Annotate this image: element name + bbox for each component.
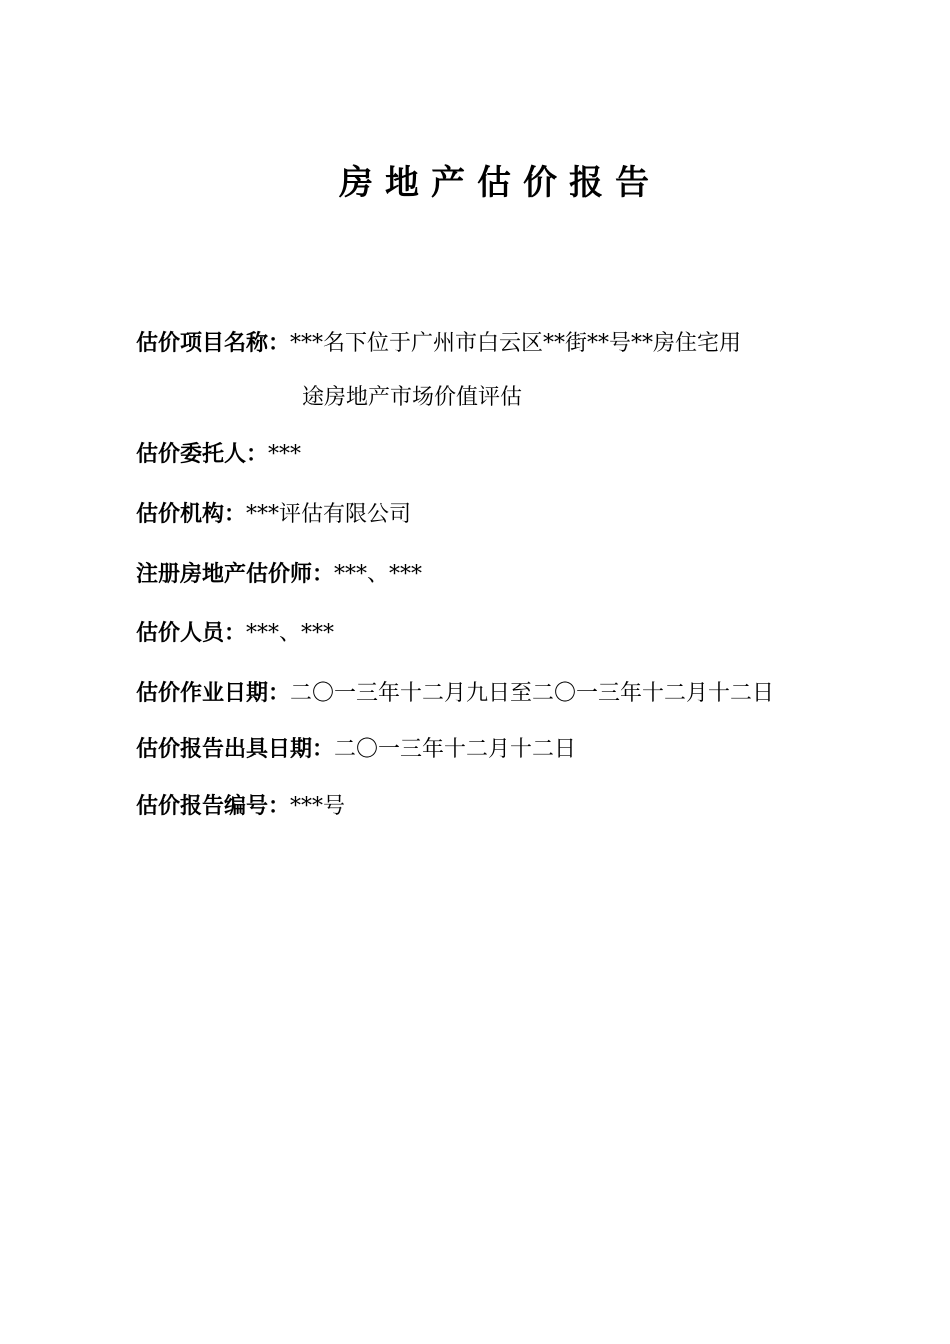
field-client [136,440,301,470]
field-label: 估价报告出具日期： [136,737,335,762]
field-label: 估价报告编号： [136,794,291,819]
field-registered-appraisers [136,560,422,590]
field-value: 二〇一三年十二月十二日 [334,737,577,762]
field-label: 估价作业日期： [136,681,291,706]
field-label: 估价人员： [136,621,247,646]
field-issue-date [136,735,576,765]
field-value: 二〇一三年十二月九日至二〇一三年十二月十二日 [290,681,775,706]
field-value: ***名下位于广州市白云区**街**号**房住宅用 [290,331,742,356]
field-value: *** [268,442,302,467]
document-title: 房地产估价报告 [339,163,661,203]
field-label: 估价机构： [136,502,247,527]
field-appraisal-staff [136,619,334,649]
field-project-name [136,329,741,359]
field-label: 注册房地产估价师： [136,562,335,587]
field-agency [136,500,411,530]
field-work-dates [136,679,774,709]
field-value: ***、*** [334,562,423,587]
field-value: ***、*** [246,621,335,646]
field-label: 估价项目名称： [136,331,291,356]
field-label: 估价委托人： [136,442,269,467]
field-value: ***评估有限公司 [246,502,412,527]
field-report-number [136,792,345,822]
field-project-name-continued: 途房地产市场价值评估 [302,385,523,410]
field-value: ***号 [290,794,346,819]
